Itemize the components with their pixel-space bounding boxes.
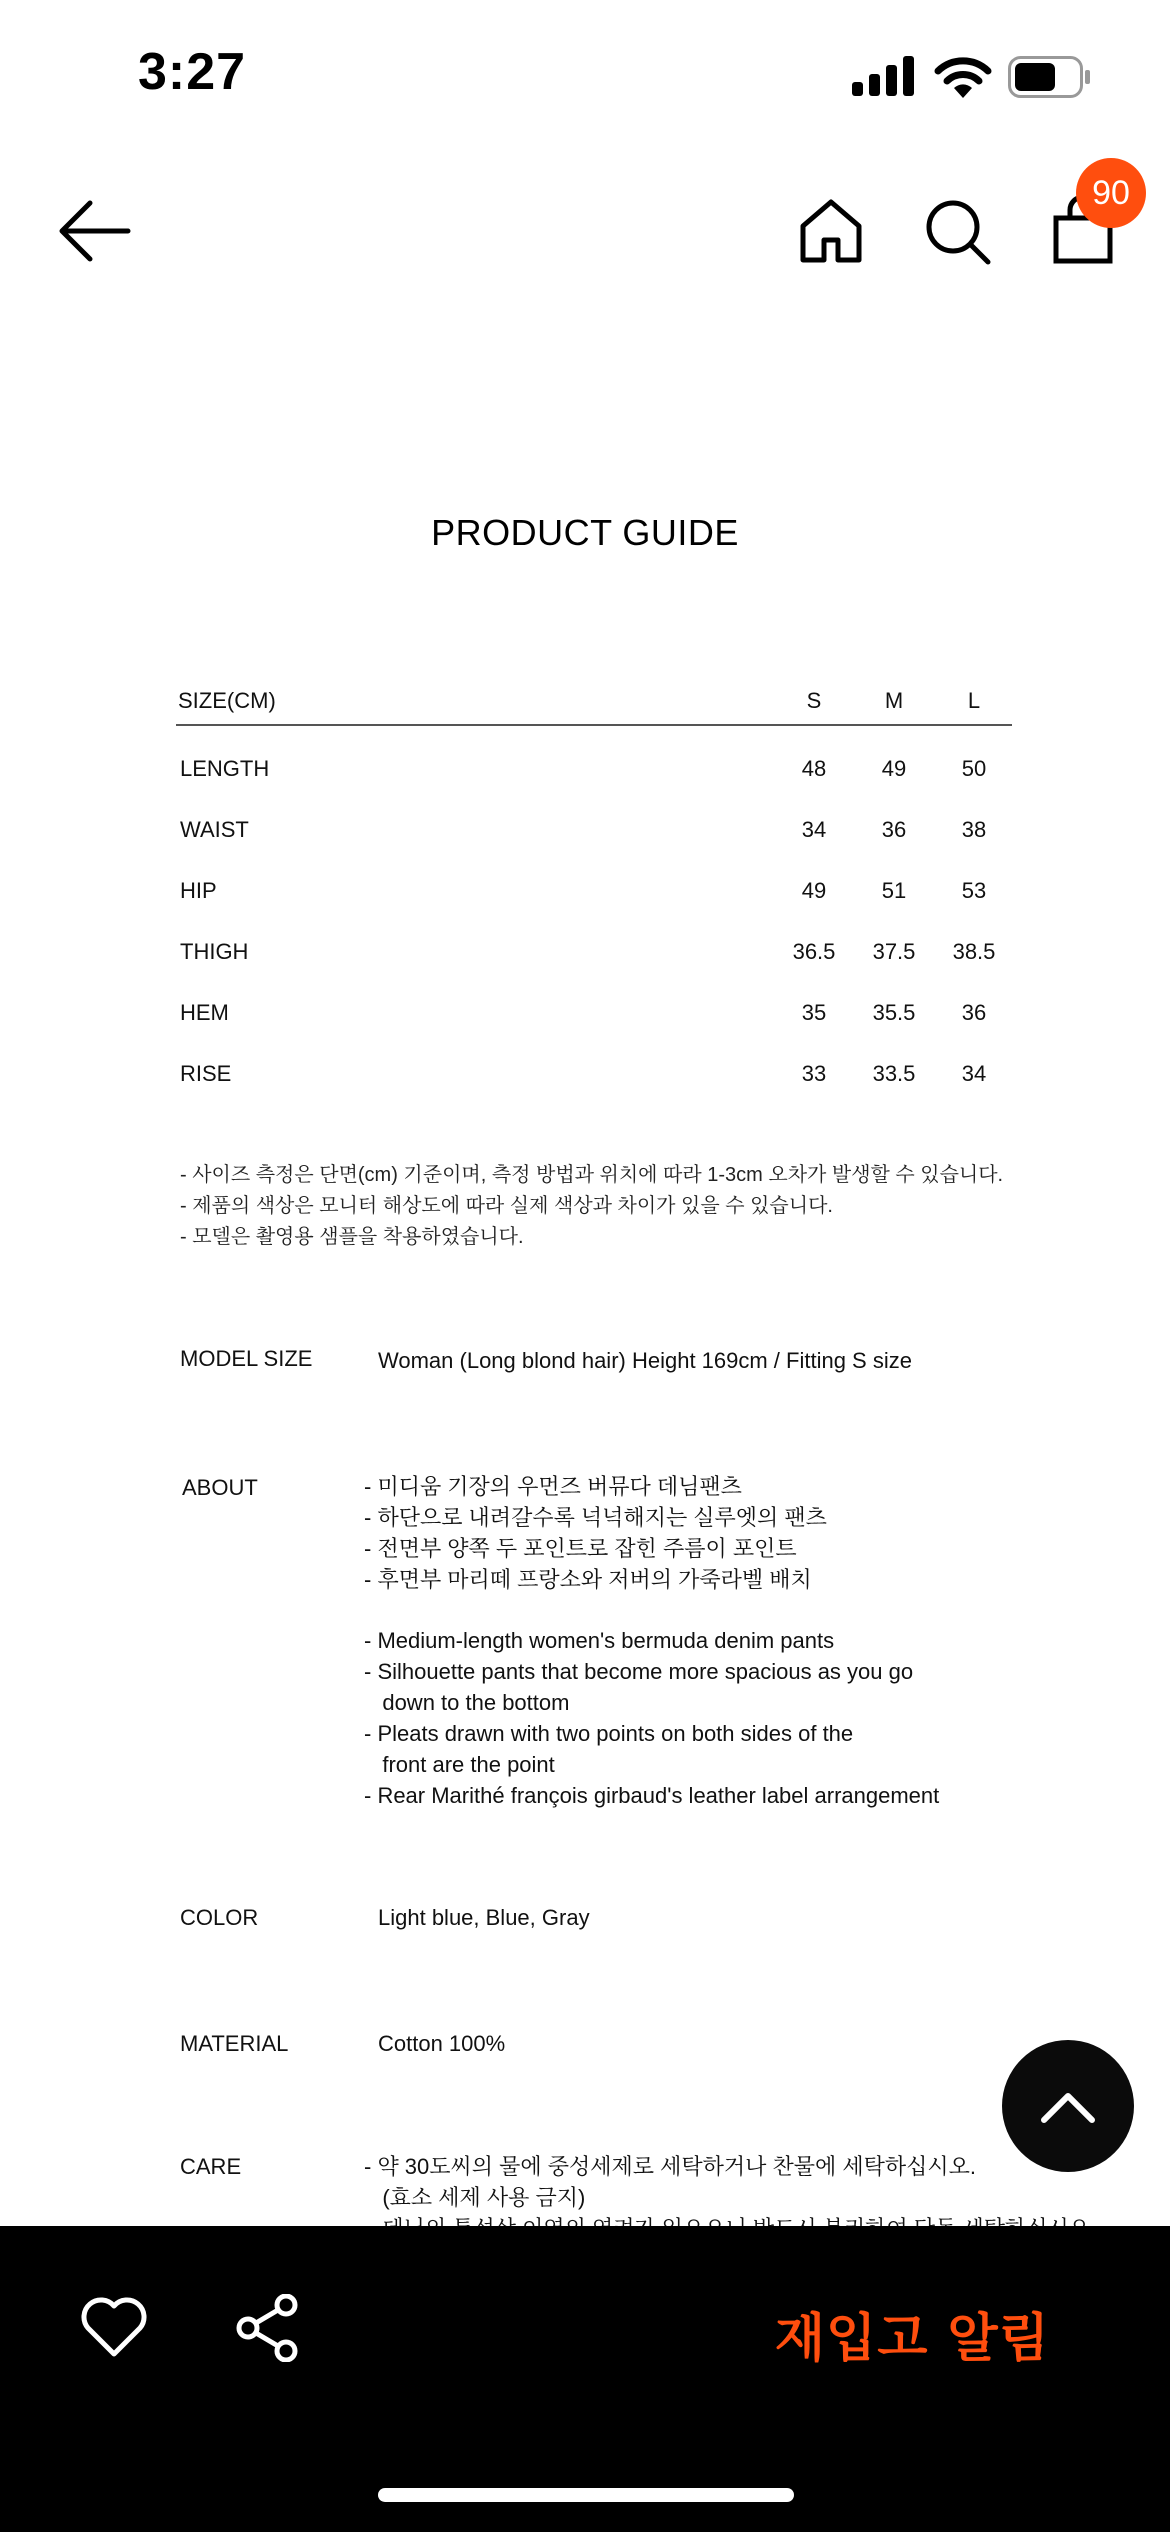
- note-line: - 사이즈 측정은 단면(cm) 기준이며, 측정 방법과 위치에 따라 1-3cm 오차가 발생할 수 있습니다.: [180, 1164, 1004, 1186]
- about-en-list: [364, 1625, 939, 1811]
- bottom-action-bar: [0, 2226, 1170, 2532]
- cell-value: 53: [961, 878, 987, 903]
- size-notes: [180, 1160, 1003, 1253]
- cart-count-badge: 90: [1076, 158, 1146, 228]
- cell-value: 36: [881, 817, 907, 842]
- size-col-l: L: [967, 688, 981, 713]
- heart-icon[interactable]: [80, 2296, 148, 2358]
- cell-value: 51: [881, 878, 907, 903]
- cell-value: 33.5: [872, 1061, 916, 1086]
- cell-value: 35.5: [872, 1000, 916, 1025]
- about-line: - 하단으로 내려갈수록 넉넉해지는 실루엣의 팬츠: [364, 1505, 827, 1530]
- home-icon[interactable]: [798, 198, 864, 264]
- battery-icon: [1008, 56, 1092, 98]
- row-label: RISE: [180, 1061, 232, 1086]
- table-row: [176, 988, 1012, 1049]
- about-line: - Pleats drawn with two points on both sides of the: [364, 1721, 854, 1746]
- care-label: CARE: [180, 2154, 242, 2179]
- material-label: MATERIAL: [180, 2031, 289, 2056]
- table-row: [176, 805, 1012, 866]
- care-line: - 약 30도씨의 물에 중성세제로 세탁하거나 찬물에 세탁하십시오.: [364, 2154, 976, 2179]
- about-line: - 후면부 마리떼 프랑소와 저버의 가죽라벨 배치: [364, 1567, 812, 1592]
- cell-value: 34: [961, 1061, 987, 1086]
- about-line: front are the point: [364, 1752, 555, 1777]
- cell-value: 36: [961, 1000, 987, 1025]
- about-line: - Medium-length women's bermuda denim pants: [364, 1628, 835, 1653]
- restock-alert-button[interactable]: 재입고 알림: [774, 2309, 1050, 2369]
- cell-value: 38.5: [952, 939, 996, 964]
- table-row: [176, 744, 1012, 805]
- model-size-value: Woman (Long blond hair) Height 169cm / Fitting S size: [378, 1348, 912, 1373]
- about-line: - Silhouette pants that become more spacious as you go: [364, 1659, 914, 1684]
- cell-value: 49: [881, 756, 907, 781]
- color-label: COLOR: [180, 1905, 259, 1930]
- care-line: (효소 세제 사용 금지): [364, 2185, 586, 2210]
- material-value: Cotton 100%: [378, 2031, 506, 2056]
- size-col-s: S: [806, 688, 822, 713]
- search-icon[interactable]: [924, 198, 992, 266]
- about-line: down to the bottom: [364, 1690, 570, 1715]
- wifi-icon: [934, 54, 992, 98]
- signal-icon: [852, 56, 916, 96]
- home-indicator: [378, 2488, 794, 2502]
- row-label: LENGTH: [180, 756, 270, 781]
- cell-value: 49: [801, 878, 827, 903]
- cell-value: 48: [801, 756, 827, 781]
- table-row: [176, 927, 1012, 988]
- about-line: - Rear Marithé françois girbaud's leather label arrangement: [364, 1783, 940, 1808]
- about-line: - 전면부 양쪽 두 포인트로 잡힌 주름이 포인트: [364, 1536, 797, 1561]
- note-line: - 제품의 색상은 모니터 해상도에 따라 실제 색상과 차이가 있을 수 있습니다.: [180, 1195, 833, 1217]
- about-line: - 미디움 기장의 우먼즈 버뮤다 데님팬츠: [364, 1474, 742, 1499]
- about-label: ABOUT: [182, 1475, 258, 1500]
- share-icon[interactable]: [236, 2294, 300, 2362]
- cell-value: 35: [801, 1000, 827, 1025]
- guide-title: PRODUCT GUIDE: [431, 512, 739, 553]
- scroll-top-button[interactable]: [1002, 2040, 1134, 2172]
- row-label: WAIST: [180, 817, 249, 842]
- color-value: Light blue, Blue, Gray: [378, 1905, 590, 1930]
- note-line: - 모델은 촬영용 샘플을 착용하였습니다.: [180, 1226, 524, 1248]
- chevron-up-icon: [1038, 2080, 1098, 2132]
- size-header-label: SIZE(CM): [178, 688, 276, 713]
- row-label: HEM: [180, 1000, 229, 1025]
- table-row: [176, 1049, 1012, 1110]
- cell-value: 33: [801, 1061, 827, 1086]
- row-label: HIP: [180, 878, 217, 903]
- cell-value: 50: [961, 756, 987, 781]
- about-ko-list: [364, 1471, 827, 1595]
- row-label: THIGH: [180, 939, 249, 964]
- size-table-header: [176, 676, 1012, 726]
- status-time: 3:27: [138, 43, 247, 101]
- back-arrow-icon[interactable]: [58, 198, 132, 264]
- size-col-m: M: [884, 688, 904, 713]
- size-table: [176, 676, 1012, 1110]
- table-row: [176, 866, 1012, 927]
- cell-value: 37.5: [872, 939, 916, 964]
- model-size-label: MODEL SIZE: [180, 1346, 313, 1371]
- cell-value: 36.5: [792, 939, 836, 964]
- cell-value: 34: [801, 817, 827, 842]
- cell-value: 38: [961, 817, 987, 842]
